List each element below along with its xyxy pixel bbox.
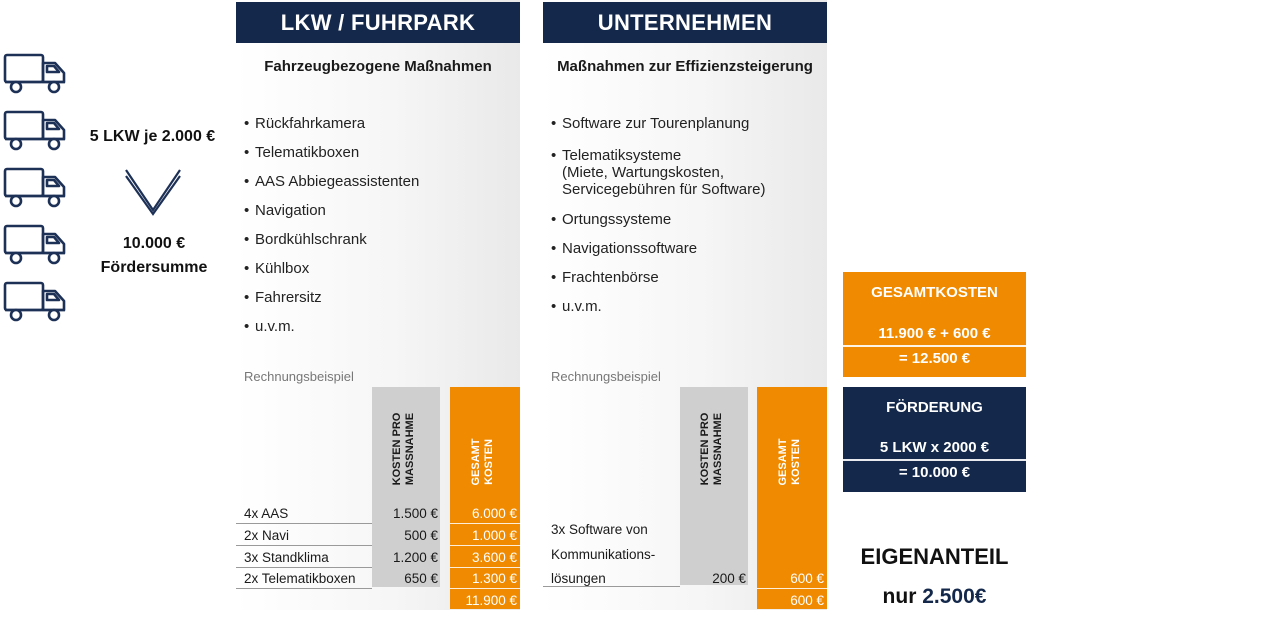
funding-amount: 10.000 € xyxy=(122,235,186,252)
unternehmen-sum: 600 € xyxy=(790,593,824,608)
list-item: • Kühlbox xyxy=(244,260,310,277)
row-divider xyxy=(543,586,680,587)
table-row-label: 2x Navi xyxy=(244,528,290,543)
list-item: • Software zur Tourenplanung xyxy=(551,115,750,132)
table-cell-total: 6.000 € xyxy=(471,506,517,521)
table-cell-total: 1.000 € xyxy=(471,528,517,543)
table-cell-cost: 500 € xyxy=(404,528,438,543)
foerderung-result: = 10.000 € xyxy=(898,464,971,481)
table-row-label: 3x Software von Kommunikations- lösungen xyxy=(551,522,656,586)
gesamtkosten-title: GESAMTKOSTEN xyxy=(871,284,998,301)
chevron-down-icon xyxy=(123,166,183,218)
lkw-header: LKW / FUHRPARK xyxy=(236,2,520,43)
truck-icon xyxy=(3,221,69,267)
list-item: • Frachtenbörse xyxy=(551,269,659,286)
gesamtkosten-result: = 12.500 € xyxy=(898,350,971,367)
list-item: • Telematiksysteme (Miete, Wartungskosten, Servicegebühren für Software) xyxy=(551,147,766,198)
table-row-label: 2x Telematikboxen xyxy=(244,571,356,586)
row-divider xyxy=(450,523,520,524)
table-cell-cost: 1.500 € xyxy=(392,506,438,521)
truck-icon xyxy=(3,50,69,96)
list-item: • Navigation xyxy=(244,202,326,219)
table-row-label: 3x Standklima xyxy=(244,550,329,565)
row-divider xyxy=(450,588,520,589)
list-item: • Telematikboxen xyxy=(244,144,360,161)
list-item: • u.v.m. xyxy=(244,318,295,335)
foerderung-box xyxy=(843,387,1026,492)
truck-icon xyxy=(3,164,69,210)
lkw-total-column-header: GESAMT KOSTEN xyxy=(470,438,495,486)
table-cell-total: 1.300 € xyxy=(471,571,517,586)
list-item: • AAS Abbiegeassistenten xyxy=(244,173,420,190)
list-item: • u.v.m. xyxy=(551,298,602,315)
table-cell-cost: 1.200 € xyxy=(392,550,438,565)
funding-label: Fördersumme xyxy=(100,259,208,276)
eigenanteil-amount: 2.500€ xyxy=(922,585,987,608)
eigenanteil-amount-line xyxy=(843,585,1026,609)
lkw-subtitle: Fahrzeugbezogene Maßnahmen xyxy=(264,58,492,75)
list-item: • Bordkühlschrank xyxy=(244,231,367,248)
price-per-truck: 5 LKW je 2.000 € xyxy=(89,128,216,145)
lkw-sum: 11.900 € xyxy=(465,593,517,608)
list-item: • Rückfahrkamera xyxy=(244,115,366,132)
lkw-example-label: Rechnungsbeispiel xyxy=(244,369,354,384)
row-divider xyxy=(236,545,372,546)
foerderung-formula: 5 LKW x 2000 € xyxy=(879,439,990,456)
row-divider xyxy=(236,588,372,589)
unternehmen-subtitle: Maßnahmen zur Effizienzsteigerung xyxy=(557,58,813,75)
unternehmen-total-column-header: GESAMT KOSTEN xyxy=(777,438,802,486)
list-item: • Ortungssysteme xyxy=(551,211,672,228)
foerderung-title: FÖRDERUNG xyxy=(886,399,983,416)
divider xyxy=(843,459,1026,461)
table-cell-cost: 650 € xyxy=(404,571,438,586)
list-item: • Navigationssoftware xyxy=(551,240,698,257)
gesamtkosten-formula: 11.900 € + 600 € xyxy=(878,325,991,342)
table-cell-cost: 200 € xyxy=(712,571,746,586)
gesamtkosten-box xyxy=(843,272,1026,377)
eigenanteil-title: EIGENANTEIL xyxy=(860,544,1009,569)
unternehmen-header: UNTERNEHMEN xyxy=(543,2,827,43)
unternehmen-example-label: Rechnungsbeispiel xyxy=(551,369,661,384)
eigenanteil-prefix: nur xyxy=(882,585,917,608)
list-item: • Fahrersitz xyxy=(244,289,322,306)
divider xyxy=(843,345,1026,347)
unternehmen-cost-column-header: KOSTEN PRO MASSNAHME xyxy=(699,412,724,486)
lkw-cost-column-header: KOSTEN PRO MASSNAHME xyxy=(391,412,416,486)
row-divider xyxy=(757,588,827,589)
table-cell-total: 600 € xyxy=(790,571,824,586)
table-cell-total: 3.600 € xyxy=(471,550,517,565)
row-divider xyxy=(450,545,520,546)
table-row-label: 4x AAS xyxy=(244,506,289,521)
truck-icon xyxy=(3,107,69,153)
row-divider xyxy=(236,523,372,524)
funding-summary xyxy=(90,232,218,280)
truck-icon xyxy=(3,278,69,324)
